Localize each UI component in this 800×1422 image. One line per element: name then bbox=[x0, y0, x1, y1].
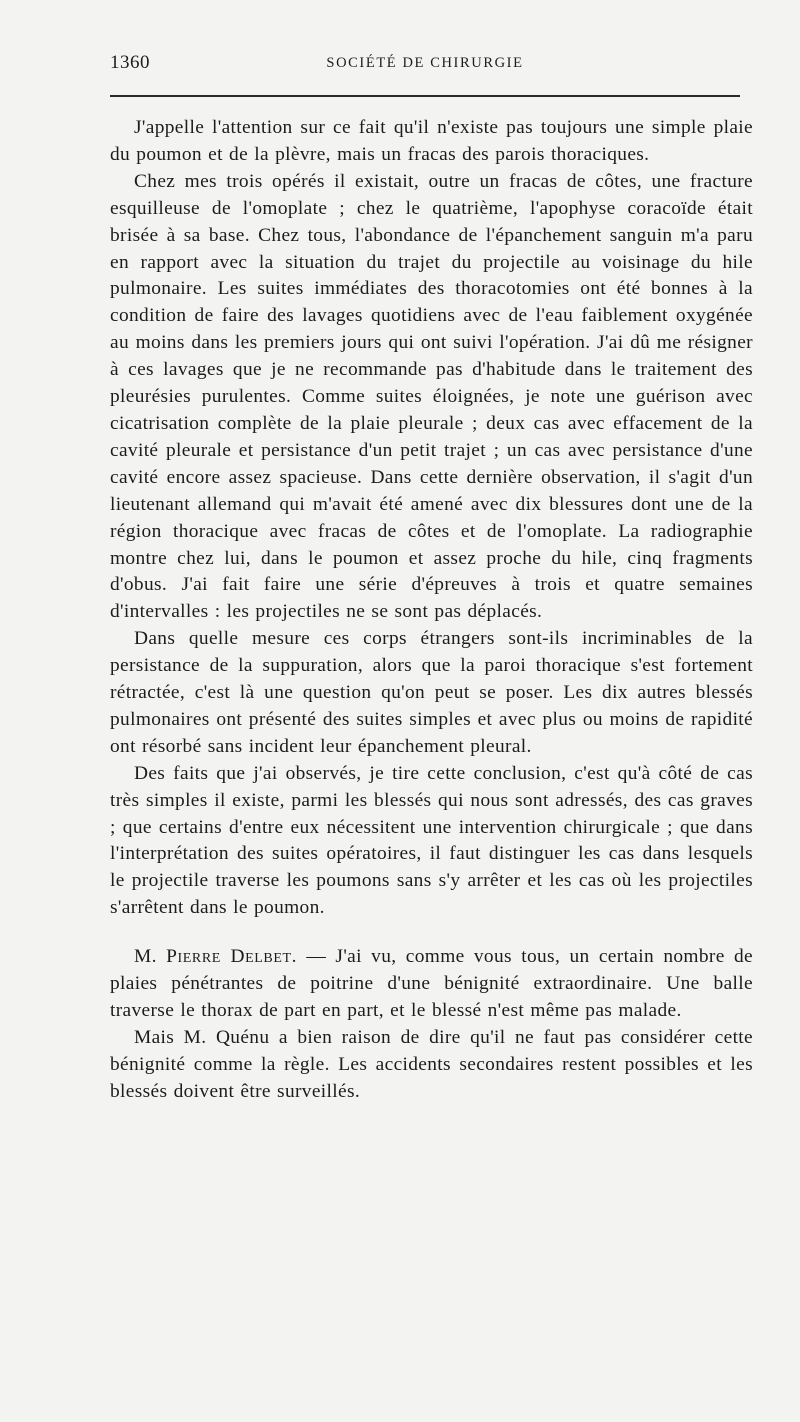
body-text bbox=[110, 115, 753, 1106]
page-number: 1360 bbox=[110, 52, 150, 73]
speaker-name: Pierre Delbet. bbox=[166, 946, 298, 968]
speaker-prefix: M. bbox=[134, 946, 167, 968]
paragraph: J'appelle l'attention sur ce fait qu'il n'existe pas toujours une simple plaie du poumon et de la plèvre, mais un fracas des parois thoraciques. bbox=[110, 117, 753, 165]
running-head: SOCIÉTÉ DE CHIRURGIE bbox=[326, 55, 524, 71]
paragraph: Mais M. Quénu a bien raison de dire qu'il ne faut pas considérer cette bénignité comme la règle. Les accidents secondaires restent possibles et les blessés doivent être surveillés. bbox=[110, 1026, 753, 1102]
header-rule bbox=[110, 95, 740, 97]
speaker-paragraph bbox=[110, 944, 753, 1025]
paragraph: Des faits que j'ai observés, je tire cette conclusion, c'est qu'à côté de cas très simples il existe, parmi les blessés qui nous sont adressés, des cas graves ; que certains d'entre eux nécessitent une intervention chirurgicale ; que dans l'interprétation des suites opératoires, il faut distinguer les cas dans lesquels le projectile traverse les poumons sans s'y arrêter et les cas où les projectiles s'arrêtent dans le poumon. bbox=[110, 762, 753, 919]
page-header bbox=[110, 52, 740, 78]
speaker-text: — J'ai vu, comme vous tous, un certain nombre de plaies pénétrantes de poitrine d'une bénignité extraordinaire. Une balle traverse le thorax de part en part, et le blessé n'est même pas malade. bbox=[110, 946, 753, 1021]
paragraph: Dans quelle mesure ces corps étrangers sont-ils incriminables de la persistance de la suppuration, alors que la paroi thoracique s'est fortement rétractée, c'est là une question qu'on peut se poser. Les dix autres blessés pulmonaires ont présenté des suites simples et avec plus ou moins de rapidité ont résorbé sans incident leur épanchement pleural. bbox=[110, 628, 753, 757]
paragraph: Chez mes trois opérés il existait, outre un fracas de côtes, une fracture esquilleuse de l'omoplate ; chez le quatrième, l'apophyse coracoïde était brisée à sa base. Chez tous, l'abondance de l'épanchement sanguin m'a paru en rapport avec la situation du trajet du projectile au voisinage du hile pulmonaire. Les suites immédiates des thoracotomies ont été bonnes à la condition de faire des lavages quotidiens avec de l'eau faiblement oxygénée au moins dans les premiers jours qui ont suivi l'opération. J'ai dû me résigner à ces lavages que je ne recommande pas d'habitude dans le traitement des pleurésies purulentes. Comme suites éloignées, je note une guérison avec cicatrisation complète de la plaie pleurale ; deux cas avec effacement de la cavité pleurale et persistance d'un petit trajet ; un cas avec persistance d'une cavité encore assez spacieuse. Dans cette dernière observation, il s'agit d'un lieutenant allemand qui m'avait été amené avec dix blessures dont une de la région thoracique avec fracas de côtes et de l'omoplate. La radiographie montre chez lui, dans le poumon et assez proche du hile, cinq fragments d'obus. J'ai fait faire une série d'épreuves à trois et quatre semaines d'intervalles : les projectiles ne se sont pas déplacés. bbox=[110, 170, 753, 623]
